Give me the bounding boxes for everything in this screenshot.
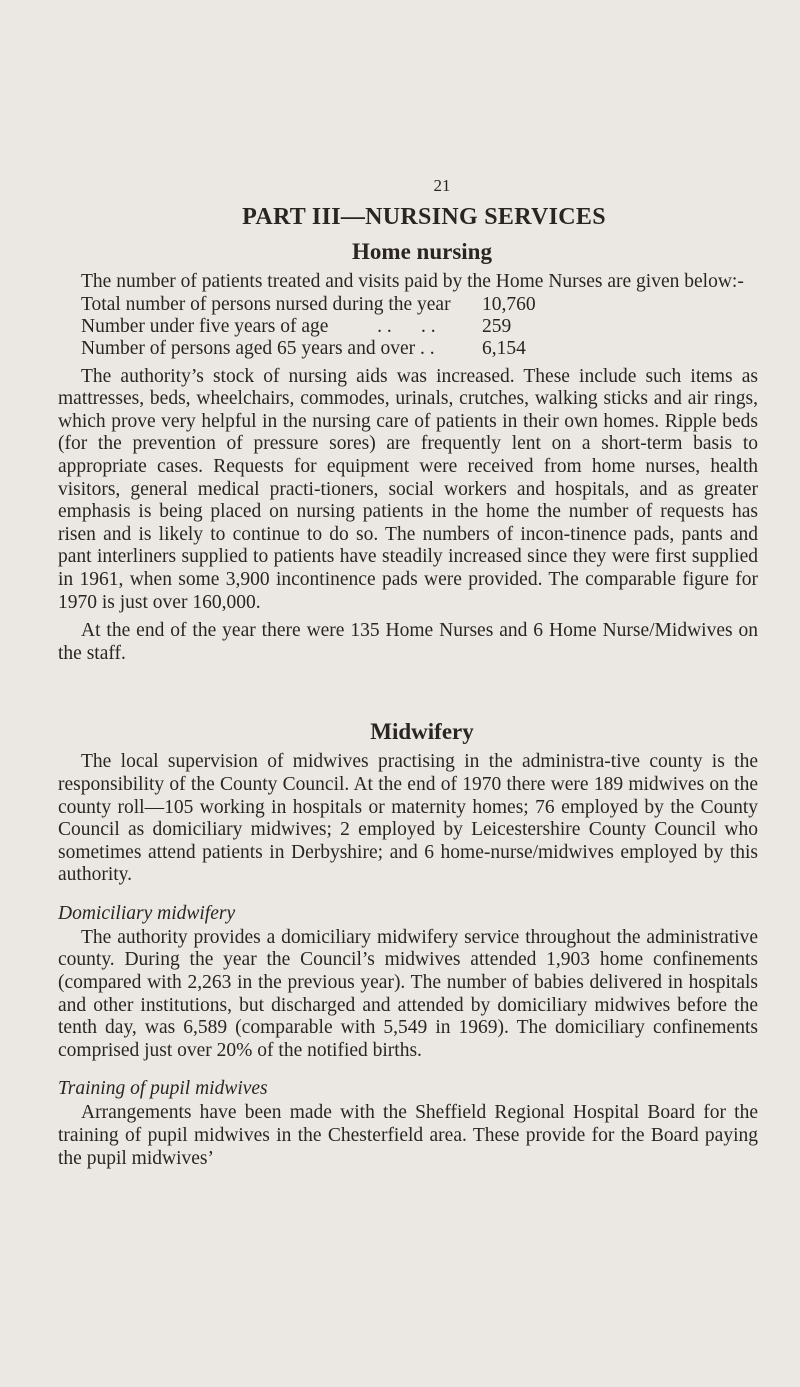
home-nursing-heading: Home nursing bbox=[352, 239, 492, 264]
document-page bbox=[58, 176, 758, 1170]
stat-value: 10,760 bbox=[482, 293, 536, 315]
stat-value: 6,154 bbox=[482, 337, 526, 359]
training-paragraph: Arrangements have been made with the Sheffield Regional Hospital Board for the training of pupil midwives in the Chesterfield area. These provide for the Board paying the pupil midwives’ bbox=[58, 1102, 758, 1169]
nursing-aids-paragraph: The authority’s stock of nursing aids was increased. These include such items as mattresses, beds, wheelchairs, commodes, urinals, crutches, walking sticks and air rings, which prove very helpful in the nursing care of patients in their own homes. Ripple beds (for the prevention of pressure sores) are frequently lent on a short-term basis to appropriate cases. Requests for equipment were received from home nurses, health visitors, general medical practi-tioners, social workers and hospitals, and as greater emphasis is being placed on nursing patients in the home the number of requests has risen and is likely to continue to do so. The numbers of incon-tinence pads, pants and pant interliners supplied to patients have steadily increased since they were first supplied in 1961, when some 3,900 incontinence pads were provided. The comparable figure for 1970 is just over 160,000. bbox=[58, 365, 758, 613]
page-number: 21 bbox=[433, 176, 451, 195]
training-heading: Training of pupil midwives bbox=[58, 1078, 268, 1100]
stat-row bbox=[81, 316, 758, 338]
stat-label: Total number of persons nursed during the year bbox=[81, 293, 451, 315]
home-nursing-stats bbox=[81, 294, 758, 360]
stat-row bbox=[81, 294, 758, 316]
home-nursing-intro: The number of patients treated and visits paid by the Home Nurses are given below:- bbox=[81, 271, 744, 292]
part-title: PART III—NURSING SERVICES bbox=[242, 204, 606, 230]
midwifery-paragraph: The local supervision of midwives practising in the administra-tive county is the responsibility of the County Council. At the end of 1970 there were 189 midwives on the county roll—105 working in hospitals or maternity homes; 76 employed by the County Council as domiciliary midwives; 2 employed by Leicestershire County Council who sometimes attend patients in Derbyshire; and 6 home-nurse/midwives employed by this authority. bbox=[58, 751, 758, 886]
domiciliary-midwifery-paragraph: The authority provides a domiciliary midwifery service throughout the administrative county. During the year the Council’s midwives attended 1,903 home confinements (compared with 2,263 in the previous year). The number of babies delivered in hospitals and other institutions, but discharged and attended by domiciliary midwives before the tenth day, was 6,589 (comparable with 5,549 in 1969). The domiciliary confinements comprised just over 20% of the notified births. bbox=[58, 926, 758, 1061]
stat-value: 259 bbox=[482, 315, 512, 337]
stat-label: Number under five years of age . . . . bbox=[81, 315, 436, 337]
midwifery-heading: Midwifery bbox=[370, 719, 474, 745]
domiciliary-midwifery-heading: Domiciliary midwifery bbox=[58, 902, 236, 924]
stat-label: Number of persons aged 65 years and over . . bbox=[81, 337, 435, 359]
nursing-staff-paragraph: At the end of the year there were 135 Home Nurses and 6 Home Nurse/Midwives on the staff. bbox=[58, 620, 758, 664]
stat-row bbox=[81, 338, 758, 360]
